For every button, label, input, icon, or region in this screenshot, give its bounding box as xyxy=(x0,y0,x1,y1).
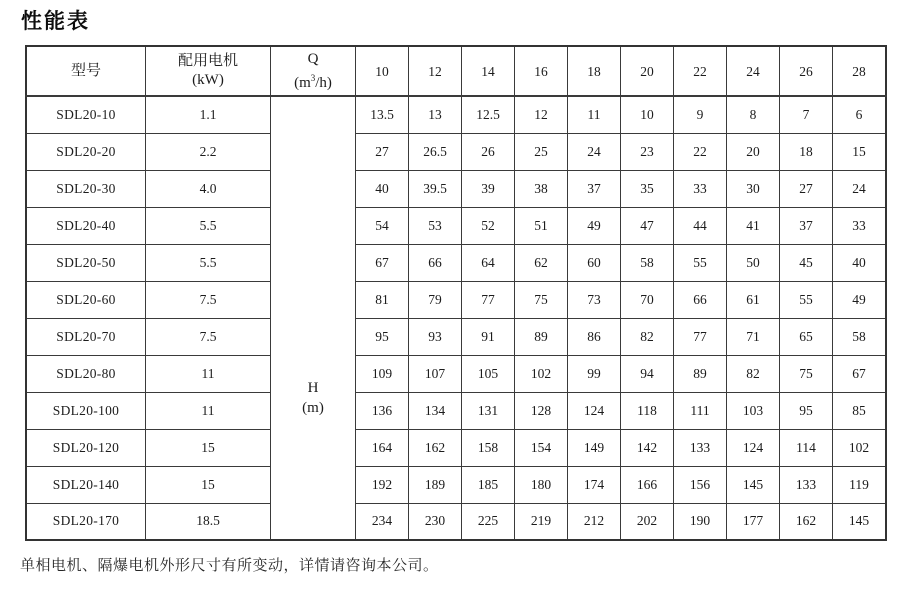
head-value-cell: 119 xyxy=(833,466,887,503)
head-value-cell: 212 xyxy=(568,503,621,540)
table-row xyxy=(26,318,886,355)
flow-label-line2: $(m^3/h)$ xyxy=(294,72,332,91)
head-value-cell: 86 xyxy=(568,318,621,355)
head-value-cell: 55 xyxy=(780,281,833,318)
head-value-cell: 95 xyxy=(780,392,833,429)
head-value-cell: 89 xyxy=(674,355,727,392)
head-value-cell: 102 xyxy=(515,355,568,392)
flow-value-header-cell: 28 xyxy=(833,46,887,96)
head-value-cell: 124 xyxy=(727,429,780,466)
head-value-cell: 142 xyxy=(621,429,674,466)
motor-power-cell: 7.5 xyxy=(146,318,271,355)
head-value-cell: 38 xyxy=(515,170,568,207)
head-value-cell: 133 xyxy=(674,429,727,466)
head-value-cell: 62 xyxy=(515,244,568,281)
table-row xyxy=(26,170,886,207)
model-cell: SDL20-140 xyxy=(26,466,146,503)
model-cell: SDL20-120 xyxy=(26,429,146,466)
head-value-cell: 53 xyxy=(409,207,462,244)
model-cell: SDL20-40 xyxy=(26,207,146,244)
head-value-cell: 24 xyxy=(568,133,621,170)
head-value-cell: 54 xyxy=(356,207,409,244)
head-value-cell: 22 xyxy=(674,133,727,170)
table-row xyxy=(26,429,886,466)
page-title: 性能表 xyxy=(21,10,90,33)
head-value-cell: 23 xyxy=(621,133,674,170)
head-value-cell: 93 xyxy=(409,318,462,355)
flow-value-header-cell: 22 xyxy=(674,46,727,96)
head-value-cell: 66 xyxy=(409,244,462,281)
motor-power-cell: 11 xyxy=(146,392,271,429)
motor-power-cell: 5.5 xyxy=(146,207,271,244)
model-cell: SDL20-50 xyxy=(26,244,146,281)
head-value-cell: 75 xyxy=(515,281,568,318)
head-value-cell: 37 xyxy=(780,207,833,244)
head-value-cell: 39.5 xyxy=(409,170,462,207)
head-unit-merged-cell xyxy=(271,96,356,540)
table-row xyxy=(26,392,886,429)
table-header-row xyxy=(26,46,886,96)
head-value-cell: 105 xyxy=(462,355,515,392)
head-value-cell: 75 xyxy=(780,355,833,392)
head-value-cell: 118 xyxy=(621,392,674,429)
head-value-cell: 8 xyxy=(727,96,780,133)
head-value-cell: 124 xyxy=(568,392,621,429)
head-value-cell: 134 xyxy=(409,392,462,429)
flow-value-header-cell: 12 xyxy=(409,46,462,96)
head-value-cell: 58 xyxy=(621,244,674,281)
head-value-cell: 58 xyxy=(833,318,887,355)
table-row xyxy=(26,244,886,281)
head-value-cell: 158 xyxy=(462,429,515,466)
head-value-cell: 64 xyxy=(462,244,515,281)
table-body xyxy=(26,96,886,540)
head-value-cell: 128 xyxy=(515,392,568,429)
head-value-cell: 180 xyxy=(515,466,568,503)
head-value-cell: 40 xyxy=(356,170,409,207)
head-value-cell: 82 xyxy=(727,355,780,392)
model-column-header xyxy=(26,46,146,96)
model-cell: SDL20-100 xyxy=(26,392,146,429)
head-value-cell: 26.5 xyxy=(409,133,462,170)
head-value-cell: 136 xyxy=(356,392,409,429)
head-value-cell: 149 xyxy=(568,429,621,466)
head-value-cell: 102 xyxy=(833,429,887,466)
head-value-cell: 33 xyxy=(674,170,727,207)
table-row xyxy=(26,355,886,392)
head-value-cell: 114 xyxy=(780,429,833,466)
footnote: 单相电机、隔爆电机外形尺寸有所变动，详情请咨询本公司。 xyxy=(20,557,439,574)
head-value-cell: 185 xyxy=(462,466,515,503)
head-value-cell: 30 xyxy=(727,170,780,207)
head-value-cell: 11 xyxy=(568,96,621,133)
head-value-cell: 13.5 xyxy=(356,96,409,133)
head-value-cell: 103 xyxy=(727,392,780,429)
head-value-cell: 166 xyxy=(621,466,674,503)
head-value-cell: 82 xyxy=(621,318,674,355)
head-value-cell: 174 xyxy=(568,466,621,503)
head-value-cell: 77 xyxy=(674,318,727,355)
head-value-cell: 20 xyxy=(727,133,780,170)
head-value-cell: 33 xyxy=(833,207,887,244)
motor-power-cell: 7.5 xyxy=(146,281,271,318)
head-value-cell: 60 xyxy=(568,244,621,281)
table-row xyxy=(26,96,886,133)
head-value-cell: 131 xyxy=(462,392,515,429)
head-value-cell: 71 xyxy=(727,318,780,355)
flow-value-header-cell: 26 xyxy=(780,46,833,96)
head-value-cell: 109 xyxy=(356,355,409,392)
head-value-cell: 39 xyxy=(462,170,515,207)
head-value-cell: 202 xyxy=(621,503,674,540)
motor-power-cell: 5.5 xyxy=(146,244,271,281)
head-value-cell: 107 xyxy=(409,355,462,392)
table-row xyxy=(26,466,886,503)
head-value-cell: 234 xyxy=(356,503,409,540)
model-cell: SDL20-170 xyxy=(26,503,146,540)
head-value-cell: 73 xyxy=(568,281,621,318)
head-value-cell: 52 xyxy=(462,207,515,244)
head-value-cell: 145 xyxy=(833,503,887,540)
table-header xyxy=(26,46,886,96)
motor-power-cell: 1.1 xyxy=(146,96,271,133)
head-value-cell: 44 xyxy=(674,207,727,244)
head-value-cell: 26 xyxy=(462,133,515,170)
table-row xyxy=(26,281,886,318)
head-value-cell: 61 xyxy=(727,281,780,318)
head-value-cell: 89 xyxy=(515,318,568,355)
head-value-cell: 190 xyxy=(674,503,727,540)
model-cell: SDL20-80 xyxy=(26,355,146,392)
flow-value-header-cell: 10 xyxy=(356,46,409,96)
head-value-cell: 27 xyxy=(356,133,409,170)
head-value-cell: 81 xyxy=(356,281,409,318)
flow-value-header-cell: 18 xyxy=(568,46,621,96)
head-value-cell: 133 xyxy=(780,466,833,503)
head-value-cell: 219 xyxy=(515,503,568,540)
model-cell: SDL20-60 xyxy=(26,281,146,318)
head-value-cell: 67 xyxy=(833,355,887,392)
motor-power-column-header xyxy=(146,46,271,96)
table-row xyxy=(26,207,886,244)
motor-power-cell: 4.0 xyxy=(146,170,271,207)
head-value-cell: 9 xyxy=(674,96,727,133)
motor-power-cell: 2.2 xyxy=(146,133,271,170)
flow-value-header-cell: 16 xyxy=(515,46,568,96)
head-value-cell: 12.5 xyxy=(462,96,515,133)
head-value-cell: 49 xyxy=(568,207,621,244)
flow-value-header-cell: 20 xyxy=(621,46,674,96)
head-value-cell: 6 xyxy=(833,96,887,133)
head-value-cell: 18 xyxy=(780,133,833,170)
head-value-cell: 95 xyxy=(356,318,409,355)
head-value-cell: 79 xyxy=(409,281,462,318)
head-value-cell: 47 xyxy=(621,207,674,244)
flow-unit-superscript: 3 xyxy=(310,72,316,83)
head-value-cell: 40 xyxy=(833,244,887,281)
head-value-cell: 99 xyxy=(568,355,621,392)
head-value-cell: 35 xyxy=(621,170,674,207)
head-value-cell: 12 xyxy=(515,96,568,133)
model-cell: SDL20-10 xyxy=(26,96,146,133)
head-value-cell: 24 xyxy=(833,170,887,207)
head-value-cell: 7 xyxy=(780,96,833,133)
head-value-cell: 65 xyxy=(780,318,833,355)
head-value-cell: 156 xyxy=(674,466,727,503)
table-row xyxy=(26,133,886,170)
flow-rate-column-header xyxy=(271,46,356,96)
flow-label-line1: Q xyxy=(307,50,319,67)
head-unit-label: H (m) xyxy=(302,380,324,416)
head-value-cell: 10 xyxy=(621,96,674,133)
head-value-cell: 91 xyxy=(462,318,515,355)
motor-power-cell: 11 xyxy=(146,355,271,392)
head-value-cell: 27 xyxy=(780,170,833,207)
head-value-cell: 77 xyxy=(462,281,515,318)
motor-power-cell: 18.5 xyxy=(146,503,271,540)
head-value-cell: 94 xyxy=(621,355,674,392)
head-value-cell: 25 xyxy=(515,133,568,170)
head-value-cell: 177 xyxy=(727,503,780,540)
model-cell: SDL20-70 xyxy=(26,318,146,355)
model-cell: SDL20-20 xyxy=(26,133,146,170)
head-value-cell: 145 xyxy=(727,466,780,503)
head-value-cell: 55 xyxy=(674,244,727,281)
flow-value-header-cell: 24 xyxy=(727,46,780,96)
model-column-label: 型号 xyxy=(70,62,101,79)
head-value-cell: 15 xyxy=(833,133,887,170)
head-value-cell: 164 xyxy=(356,429,409,466)
head-value-cell: 49 xyxy=(833,281,887,318)
head-value-cell: 154 xyxy=(515,429,568,466)
head-value-cell: 37 xyxy=(568,170,621,207)
head-value-cell: 50 xyxy=(727,244,780,281)
head-value-cell: 189 xyxy=(409,466,462,503)
head-value-cell: 230 xyxy=(409,503,462,540)
motor-power-cell: 15 xyxy=(146,466,271,503)
head-value-cell: 85 xyxy=(833,392,887,429)
head-value-cell: 51 xyxy=(515,207,568,244)
performance-table xyxy=(25,45,887,541)
model-cell: SDL20-30 xyxy=(26,170,146,207)
head-value-cell: 66 xyxy=(674,281,727,318)
motor-power-cell: 15 xyxy=(146,429,271,466)
motor-label-line1: 配用电机 xyxy=(177,53,238,69)
motor-label-line2: (kW) xyxy=(192,72,224,88)
head-value-cell: 13 xyxy=(409,96,462,133)
head-value-cell: 111 xyxy=(674,392,727,429)
table-row xyxy=(26,503,886,540)
flow-value-header-cell: 14 xyxy=(462,46,515,96)
head-value-cell: 225 xyxy=(462,503,515,540)
head-value-cell: 45 xyxy=(780,244,833,281)
head-value-cell: 41 xyxy=(727,207,780,244)
head-value-cell: 162 xyxy=(780,503,833,540)
head-value-cell: 70 xyxy=(621,281,674,318)
head-value-cell: 67 xyxy=(356,244,409,281)
head-value-cell: 162 xyxy=(409,429,462,466)
head-value-cell: 192 xyxy=(356,466,409,503)
